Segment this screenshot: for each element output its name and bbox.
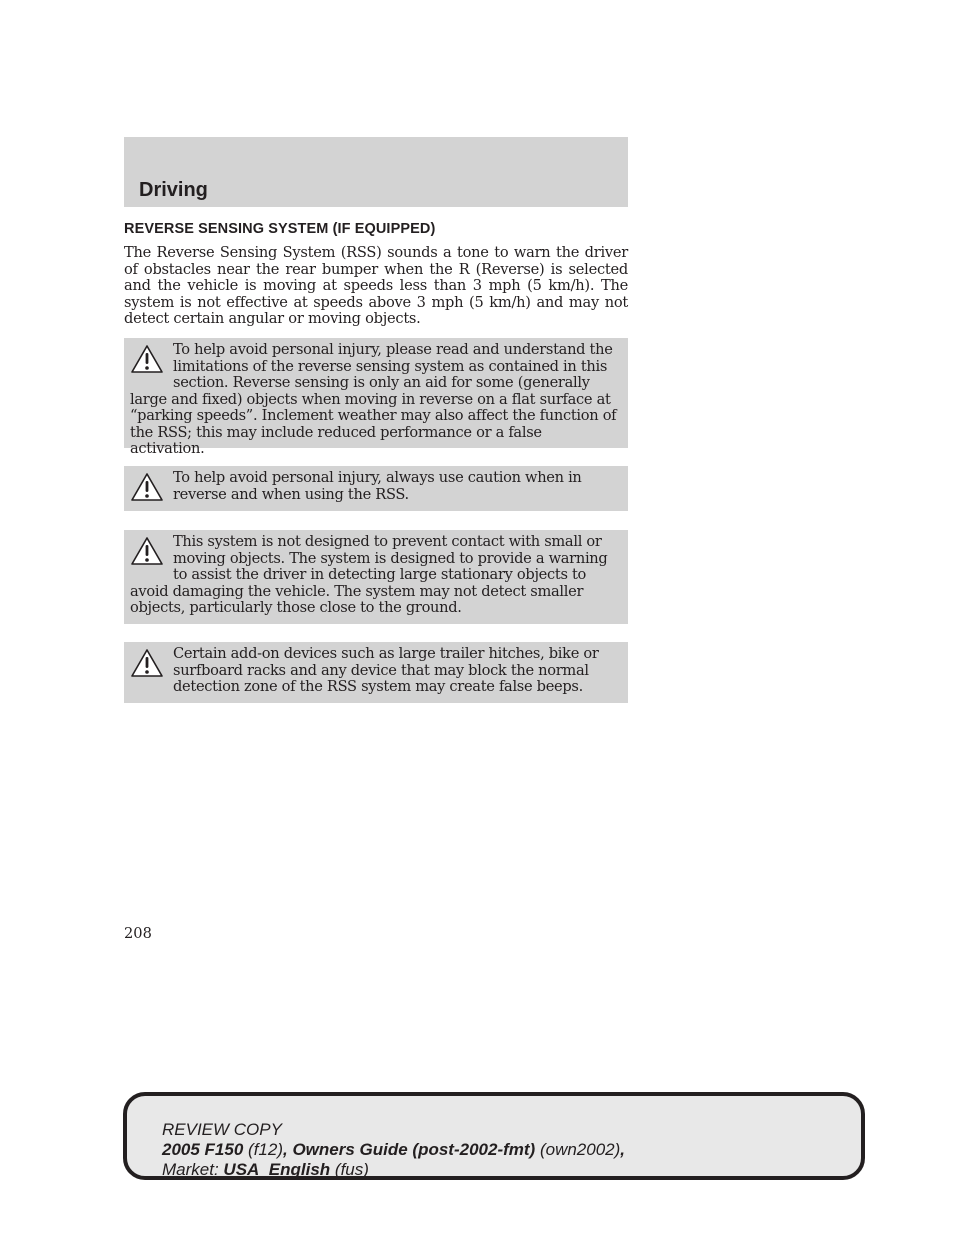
warning-triangle-icon (130, 472, 164, 502)
warning-triangle-icon (130, 536, 164, 566)
warning-text: This system is not designed to prevent contact with small or moving objects. The system is designed to provide a warning to assist the driver in detecting large stationary objects to avoid damaging the vehicle. The system may not detect smaller objects, particularly those close to the ground. (130, 533, 608, 616)
warning-box (124, 338, 628, 457)
warning-box (124, 530, 628, 624)
body-paragraph: The Reverse Sensing System (RSS) sounds a tone to warn the driver of obstacles near the rear bumper when the R (Reverse) is selected and the vehicle is moving at speeds less than 3 mph (5 km/h). The system is not effective at speeds above 3 mph (5 km/h) and may not detect certain angular or moving objects. (124, 244, 628, 327)
footer-market: USA_English (223, 1160, 331, 1179)
footer-market-code: (fus) (334, 1160, 369, 1179)
review-copy-label: REVIEW COPY (162, 1120, 282, 1139)
footer-market-label: Market: (162, 1160, 219, 1179)
section-heading: REVERSE SENSING SYSTEM (IF EQUIPPED) (124, 221, 436, 237)
footer-sep: , (283, 1140, 293, 1159)
footer-comma: , (620, 1140, 626, 1159)
footer-model-code: (f12) (248, 1140, 283, 1159)
footer-model: 2005 F150 (162, 1140, 244, 1159)
warning-text: To help avoid personal injury, please read and understand the limitations of the reverse sensing system as contained in this section. Reverse sensing is only an aid for some (generally large and fixed) objects when moving in reverse on a flat surface at “parking speeds”. Inclement weather may also affect the function of the RSS; this may include reduced performance or a false activation. (130, 341, 617, 457)
warning-text: To help avoid personal injury, always use caution when in reverse and when using the RSS. (173, 469, 582, 503)
footer-guide: Owners Guide (post-2002-fmt) (292, 1140, 536, 1159)
page-title: Driving (139, 179, 208, 201)
warning-text: Certain add-on devices such as large trailer hitches, bike or surfboard racks and any device that may block the normal detection zone of the RSS system may create false beeps. (173, 645, 599, 695)
footer-guide-code: (own2002) (539, 1140, 621, 1159)
section-header-band (124, 137, 628, 207)
warning-box (124, 466, 628, 511)
page-number: 208 (124, 925, 152, 942)
warning-box (124, 642, 628, 703)
warning-triangle-icon (130, 344, 164, 374)
warning-triangle-icon (130, 648, 164, 678)
footer-market-line (162, 1160, 861, 1180)
footer-guide-line (162, 1140, 861, 1160)
review-copy-footer (123, 1092, 865, 1180)
